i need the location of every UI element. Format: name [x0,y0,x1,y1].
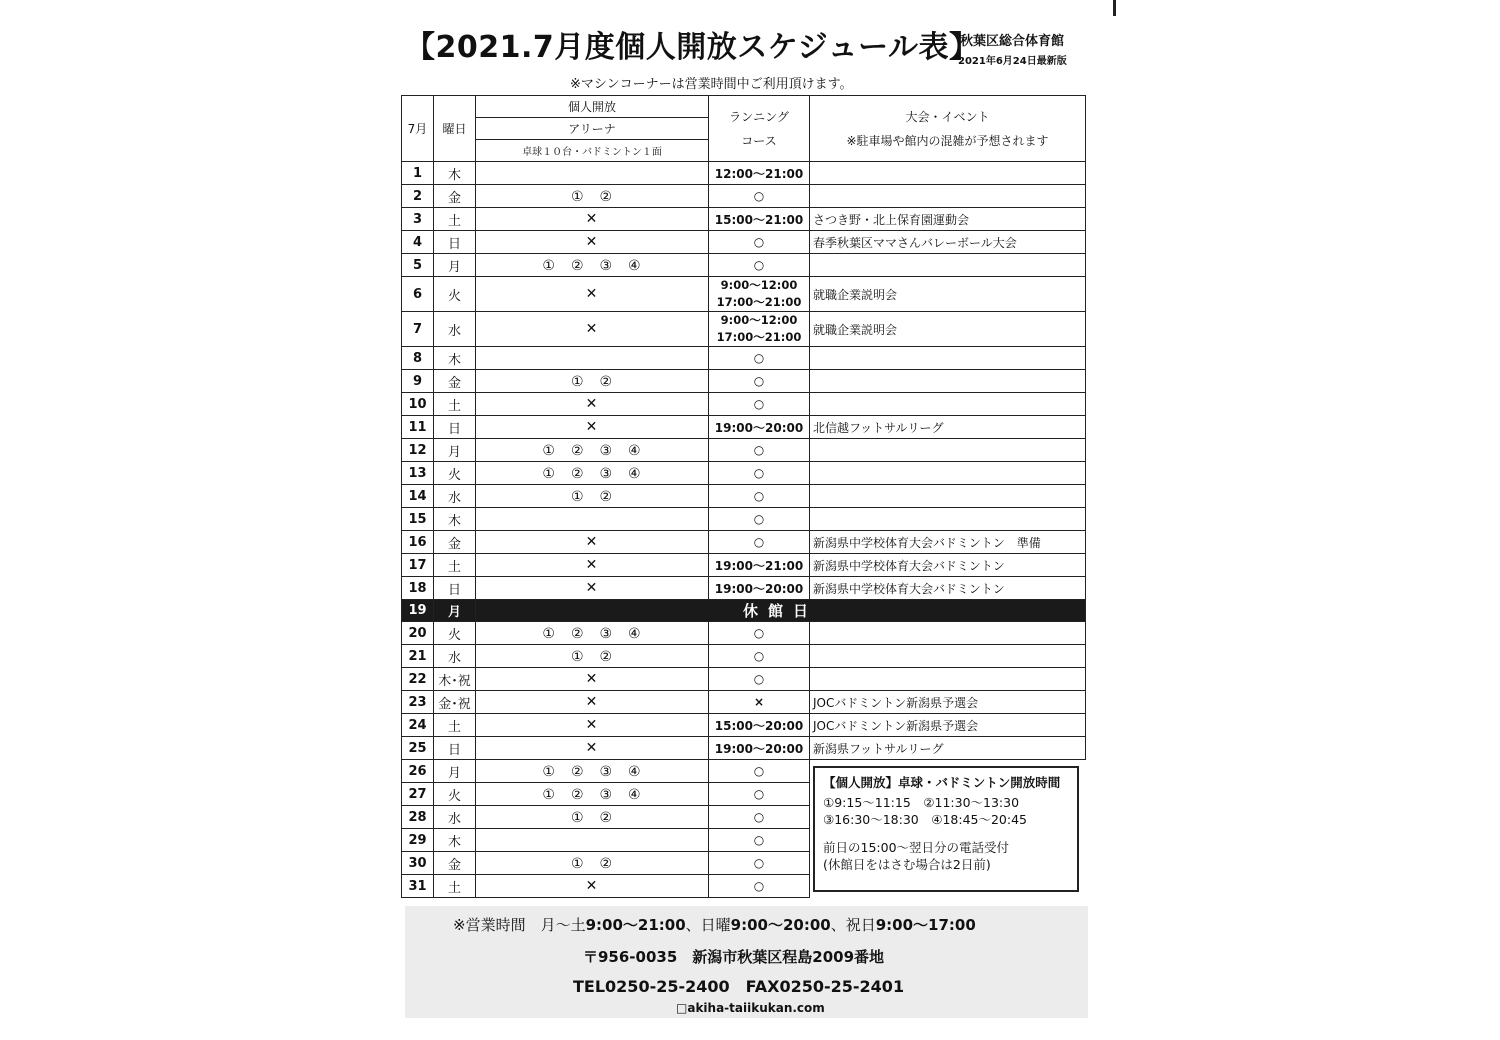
running-cell: ○ [709,829,810,852]
running-time-1: 9:00～12:00 [720,313,798,327]
arena-cell: ✕ [476,531,709,554]
schedule-row [402,737,1086,760]
day-cell: 15 [402,508,434,531]
event-cell: 北信越フットサルリーグ [810,416,1086,439]
day-cell: 27 [402,783,434,806]
day-cell: 26 [402,760,434,783]
header-kojin: 個人開放 [476,96,709,118]
day-cell: 30 [402,852,434,875]
arena-cell: ① ② ③ ④ [476,760,709,783]
header-event-1: 大会・イベント [905,109,990,124]
day-cell: 18 [402,577,434,600]
running-time-2: 17:00～21:00 [716,295,802,309]
running-cell: ○ [709,439,810,462]
event-cell: 春季秋葉区ママさんバレーボール大会 [810,231,1086,254]
event-cell [810,485,1086,508]
event-cell [810,462,1086,485]
schedule-row [402,622,1086,645]
running-cell: ○ [709,231,810,254]
hours-weekday: 9:00～21:00 [585,916,686,934]
arena-cell: ① ② [476,185,709,208]
running-cell: ○ [709,462,810,485]
info-line3: 前日の15:00～翌日分の電話受付 [823,839,1010,855]
hours-holiday: 9:00～17:00 [875,916,976,934]
running-cell: 19:00～20:00 [709,416,810,439]
running-cell: ○ [709,347,810,370]
day-cell: 5 [402,254,434,277]
event-cell: 新潟県中学校体育大会バドミントン [810,554,1086,577]
page-edge-mark [1113,0,1116,16]
weekday-cell: 土 [434,208,476,231]
running-cell: ○ [709,668,810,691]
schedule-row [402,668,1086,691]
day-cell: 28 [402,806,434,829]
event-cell [810,254,1086,277]
weekday-cell: 木･祝 [434,668,476,691]
arena-cell [476,829,709,852]
weekday-cell: 土 [434,393,476,416]
monitor-icon: □ [676,1001,688,1015]
header-weekday: 曜日 [434,96,476,162]
schedule-row [402,645,1086,668]
schedule-row [402,531,1086,554]
schedule-row [402,347,1086,370]
schedule-row [402,312,1086,347]
header-running [709,96,810,162]
hours-label: ※営業時間 月～土 [453,916,586,934]
arena-cell: ① ② ③ ④ [476,622,709,645]
schedule-row [402,485,1086,508]
day-cell: 31 [402,875,434,898]
schedule-row [402,462,1086,485]
arena-cell: ✕ [476,393,709,416]
info-box [813,766,1079,892]
day-cell: 12 [402,439,434,462]
running-cell: ○ [709,254,810,277]
arena-cell: ✕ [476,875,709,898]
arena-cell: ✕ [476,277,709,312]
running-cell: ○ [709,645,810,668]
running-cell: 15:00～21:00 [709,208,810,231]
footer-web-url: akiha-taiikukan.com [687,1001,825,1015]
header-arena-sub: 卓球１０台・バドミントン１面 [476,140,709,162]
schedule-row [402,254,1086,277]
weekday-cell: 日 [434,231,476,254]
weekday-cell: 金･祝 [434,691,476,714]
day-cell: 10 [402,393,434,416]
event-cell [810,622,1086,645]
schedule-row [402,554,1086,577]
arena-cell: ① ② ③ ④ [476,254,709,277]
day-cell: 6 [402,277,434,312]
event-cell: 就職企業説明会 [810,277,1086,312]
weekday-cell: 火 [434,277,476,312]
arena-cell: ① ② ③ ④ [476,439,709,462]
arena-cell [476,508,709,531]
day-cell: 4 [402,231,434,254]
arena-cell [476,162,709,185]
event-cell: 新潟県中学校体育大会バドミントン [810,577,1086,600]
header-running-1: ランニング [729,109,789,124]
weekday-cell: 月 [434,254,476,277]
schedule-row [402,393,1086,416]
header-month: 7月 [402,96,434,162]
weekday-cell: 火 [434,783,476,806]
arena-cell [476,347,709,370]
day-cell: 21 [402,645,434,668]
arena-cell: ① ② ③ ④ [476,462,709,485]
weekday-cell: 土 [434,714,476,737]
footer-phone: TEL0250-25-2400 FAX0250-25-2401 [573,977,905,996]
info-line1: ①9:15～11:15 ②11:30～13:30 [823,794,1020,810]
footer-address: 〒956-0035 新潟市秋葉区程島2009番地 [583,948,885,966]
schedule-row [402,600,1086,622]
running-cell: ○ [709,806,810,829]
weekday-cell: 火 [434,462,476,485]
hours-sunday: 9:00～20:00 [730,916,831,934]
event-cell [810,185,1086,208]
running-cell: 12:00～21:00 [709,162,810,185]
arena-cell: ✕ [476,208,709,231]
day-cell: 11 [402,416,434,439]
running-cell [709,277,810,312]
info-line2: ③16:30～18:30 ④18:45～20:45 [823,812,1028,827]
arena-cell: ① ② [476,485,709,508]
day-cell: 7 [402,312,434,347]
event-cell [810,668,1086,691]
running-cell: ○ [709,393,810,416]
weekday-cell: 木 [434,508,476,531]
running-cell: ○ [709,783,810,806]
schedule-row [402,439,1086,462]
weekday-cell: 火 [434,622,476,645]
schedule-row [402,577,1086,600]
schedule-row [402,277,1086,312]
running-cell: 15:00～20:00 [709,714,810,737]
day-cell: 29 [402,829,434,852]
schedule-row [402,714,1086,737]
weekday-cell: 木 [434,829,476,852]
arena-cell: ✕ [476,416,709,439]
info-heading: 【個人開放】卓球・バドミントン開放時間 [823,775,1061,790]
weekday-cell: 日 [434,577,476,600]
event-cell: JOCバドミントン新潟県予選会 [810,691,1086,714]
day-cell: 2 [402,185,434,208]
running-cell: 19:00～20:00 [709,577,810,600]
running-cell: ○ [709,875,810,898]
running-time-2: 17:00～21:00 [716,330,802,344]
day-cell: 14 [402,485,434,508]
arena-cell: ✕ [476,714,709,737]
event-cell [810,508,1086,531]
day-cell: 3 [402,208,434,231]
running-cell: ○ [709,185,810,208]
running-cell: ○ [709,760,810,783]
running-cell: × [709,691,810,714]
day-cell: 13 [402,462,434,485]
schedule-row [402,691,1086,714]
schedule-row [402,231,1086,254]
weekday-cell: 水 [434,806,476,829]
weekday-cell: 月 [434,439,476,462]
closed-day-cell: 休館日 [476,600,1086,622]
hours-hol-label: 、祝日 [830,916,876,934]
schedule-row [402,508,1086,531]
weekday-cell: 日 [434,416,476,439]
arena-cell: ✕ [476,577,709,600]
weekday-cell: 土 [434,875,476,898]
schedule-row [402,370,1086,393]
schedule-row [402,416,1086,439]
schedule-row [402,162,1086,185]
arena-cell: ✕ [476,554,709,577]
header-event [810,96,1086,162]
weekday-cell: 木 [434,347,476,370]
arena-cell: ✕ [476,668,709,691]
weekday-cell: 水 [434,645,476,668]
event-cell: 就職企業説明会 [810,312,1086,347]
day-cell: 24 [402,714,434,737]
hours-sun-label: 、日曜 [685,916,731,934]
running-cell: 19:00～20:00 [709,737,810,760]
weekday-cell: 土 [434,554,476,577]
event-cell: JOCバドミントン新潟県予選会 [810,714,1086,737]
event-cell: 新潟県中学校体育大会バドミントン 準備 [810,531,1086,554]
weekday-cell: 木 [434,162,476,185]
day-cell: 25 [402,737,434,760]
day-cell: 22 [402,668,434,691]
day-cell: 16 [402,531,434,554]
weekday-cell: 水 [434,312,476,347]
arena-cell: ① ② [476,806,709,829]
weekday-cell: 金 [434,531,476,554]
arena-cell: ✕ [476,691,709,714]
event-cell: 新潟県フットサルリーグ [810,737,1086,760]
day-cell: 23 [402,691,434,714]
weekday-cell: 日 [434,737,476,760]
event-cell [810,439,1086,462]
weekday-cell: 金 [434,185,476,208]
page-title: 【2021.7月度個人開放スケジュール表】 [405,30,980,65]
arena-cell: ① ② [476,370,709,393]
running-cell: 19:00～21:00 [709,554,810,577]
arena-cell: ✕ [476,737,709,760]
event-cell [810,393,1086,416]
header-event-2: ※駐車場や館内の混雑が予想されます [846,133,1049,148]
weekday-cell: 月 [434,600,476,622]
event-cell [810,370,1086,393]
footer-web [676,1001,825,1015]
arena-cell: ① ② [476,645,709,668]
running-cell: ○ [709,370,810,393]
schedule-row [402,185,1086,208]
weekday-cell: 金 [434,852,476,875]
event-cell [810,347,1086,370]
running-time-1: 9:00～12:00 [720,278,798,292]
running-cell: ○ [709,508,810,531]
day-cell: 9 [402,370,434,393]
machine-corner-note: ※マシンコーナーは営業時間中ご利用頂けます。 [570,77,853,92]
day-cell: 17 [402,554,434,577]
event-cell: さつき野・北上保育園運動会 [810,208,1086,231]
running-cell: ○ [709,485,810,508]
day-cell: 20 [402,622,434,645]
version-date: 2021年6月24日最新版 [958,56,1067,67]
header-running-2: コース [741,133,777,148]
event-cell [810,162,1086,185]
event-cell [810,645,1086,668]
facility-name: 秋葉区総合体育館 [960,34,1065,49]
arena-cell: ✕ [476,312,709,347]
arena-cell: ① ② [476,852,709,875]
arena-cell: ① ② ③ ④ [476,783,709,806]
day-cell: 1 [402,162,434,185]
running-cell [709,312,810,347]
info-line4: (休館日をはさむ場合は2日前) [823,857,991,872]
weekday-cell: 金 [434,370,476,393]
schedule-row [402,208,1086,231]
header-arena: アリーナ [476,118,709,140]
arena-cell: ✕ [476,231,709,254]
weekday-cell: 月 [434,760,476,783]
running-cell: ○ [709,531,810,554]
running-cell: ○ [709,622,810,645]
weekday-cell: 水 [434,485,476,508]
info-spacer [823,829,1069,839]
footer-hours [453,914,976,935]
day-cell: 19 [402,600,434,622]
running-cell: ○ [709,852,810,875]
day-cell: 8 [402,347,434,370]
